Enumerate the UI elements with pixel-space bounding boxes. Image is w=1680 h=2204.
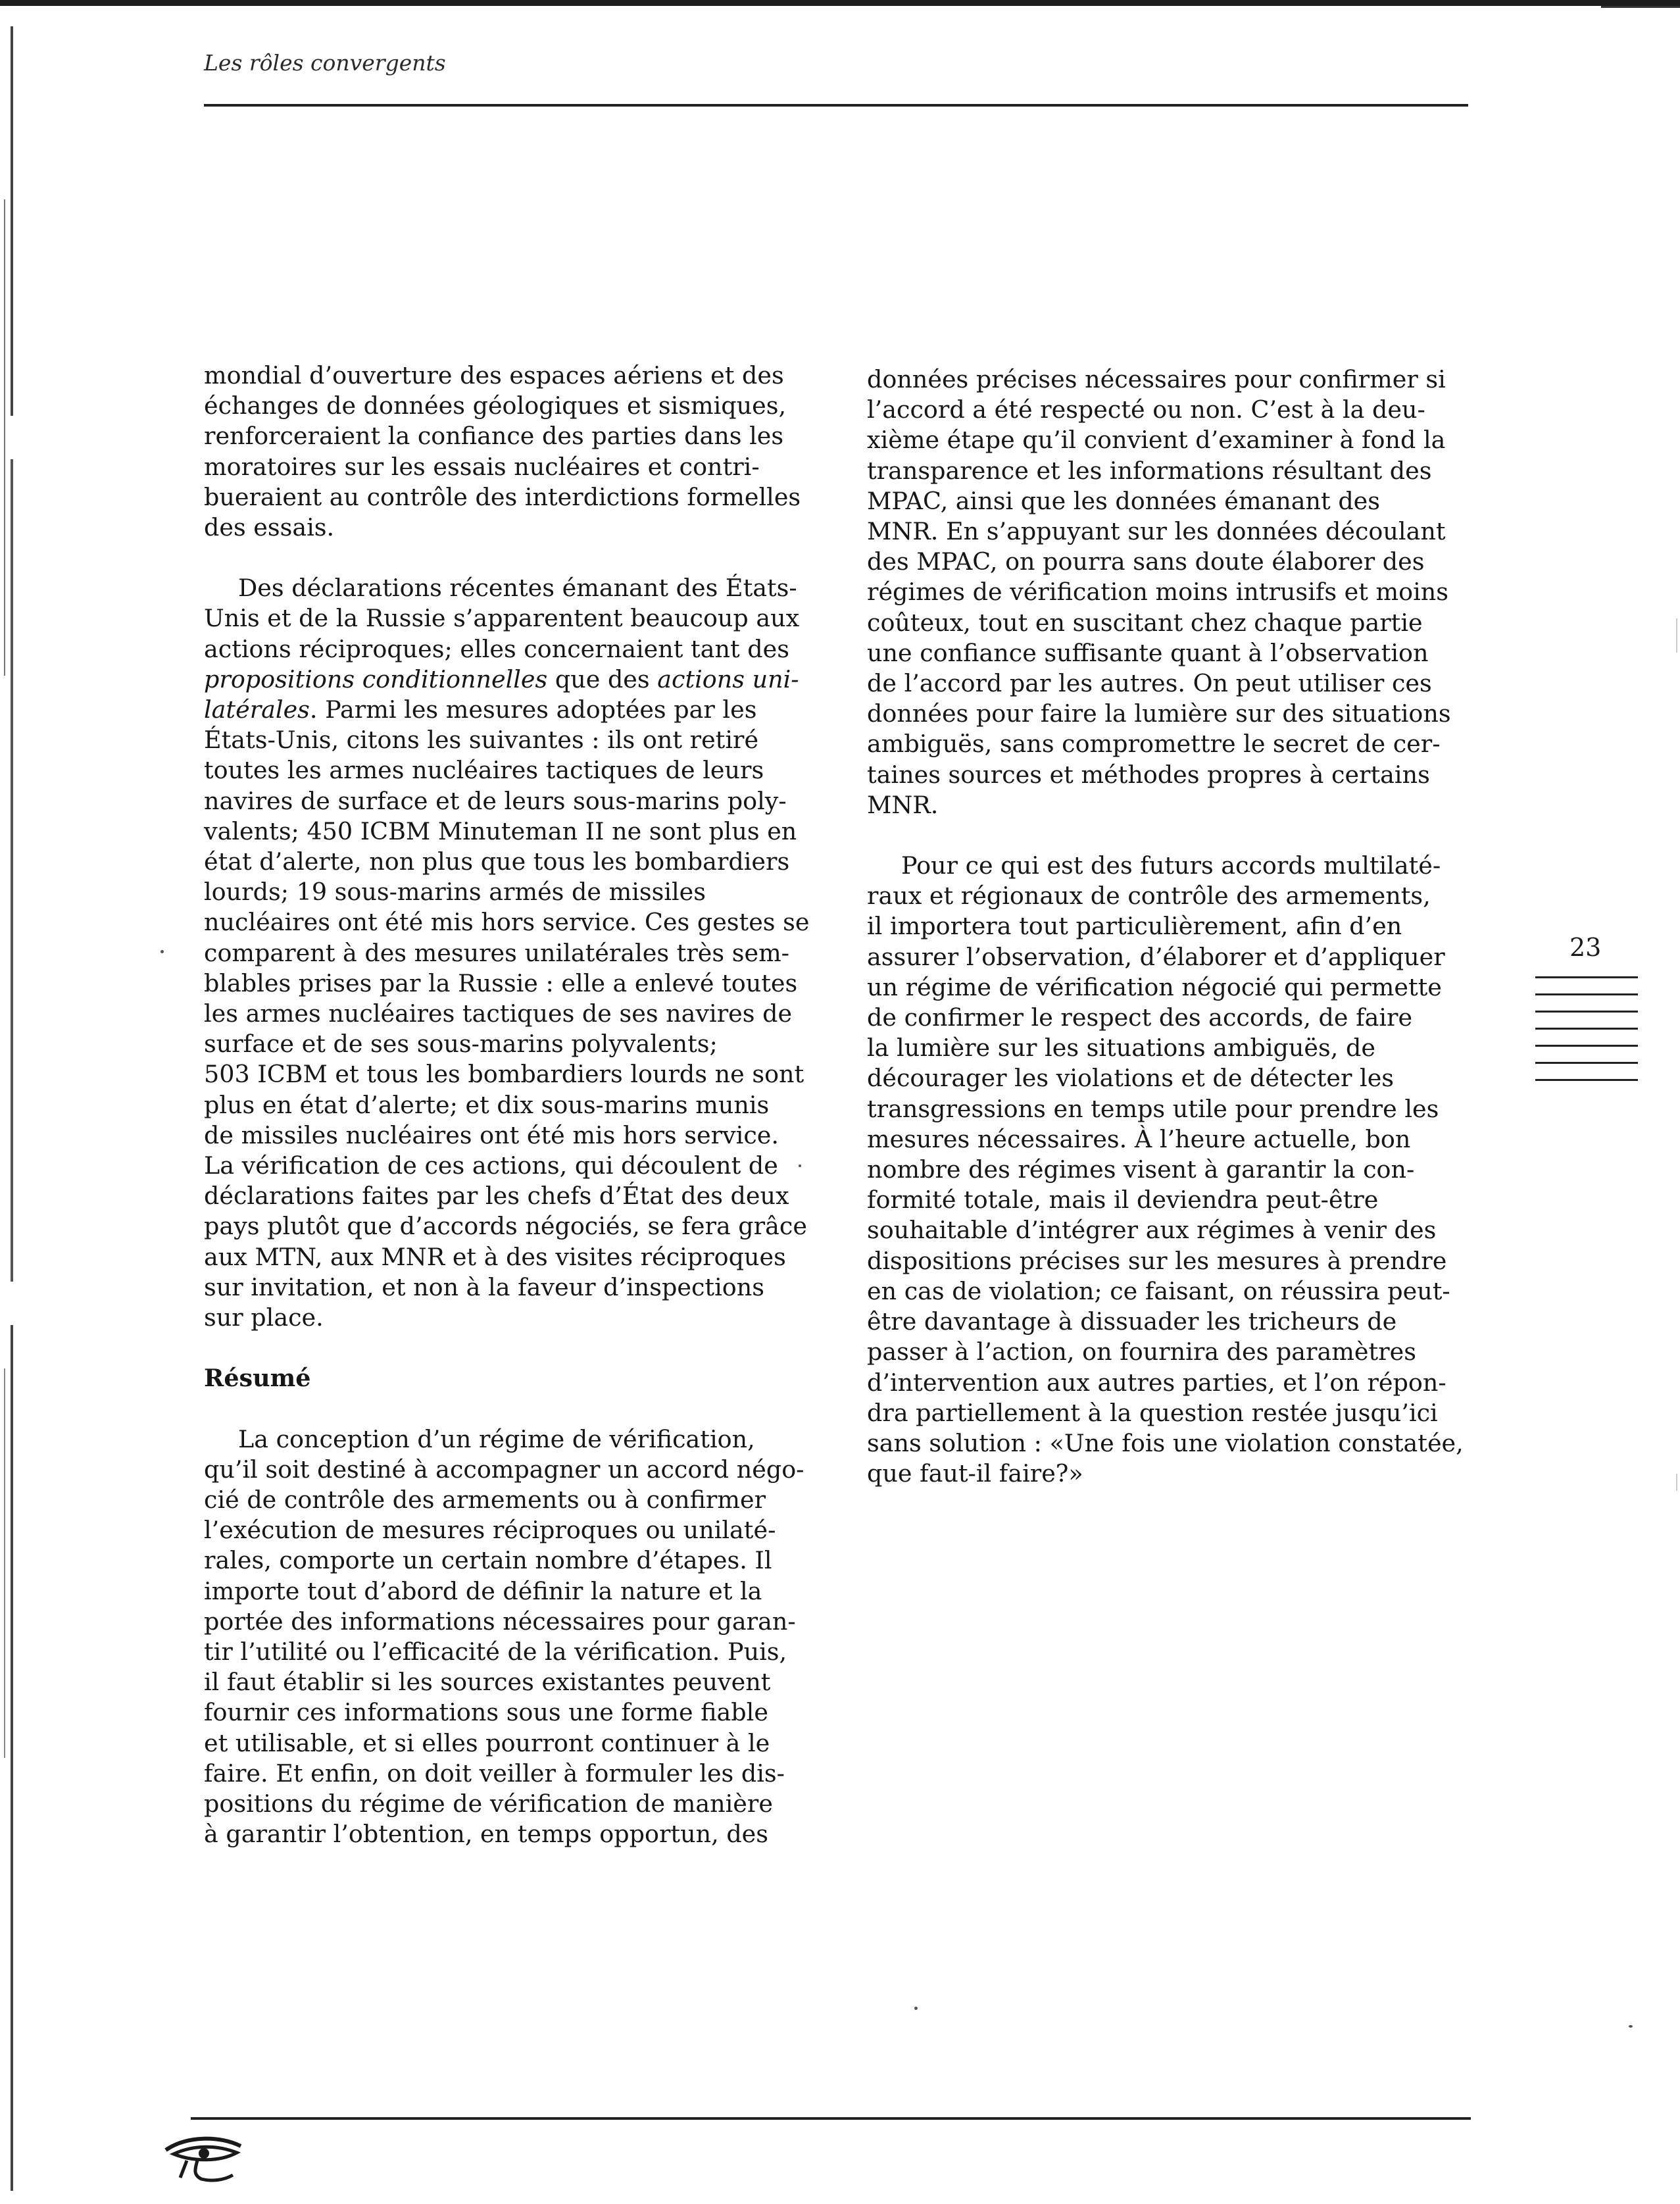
text-line: être davantage à dissuader les tricheurs de: [867, 1307, 1397, 1336]
text-line: sur place.: [204, 1303, 324, 1332]
text-line: coûteux, tout en suscitant chez chaque partie: [867, 608, 1423, 637]
text-line: moratoires sur les essais nucléaires et contri-: [204, 452, 760, 481]
text-line: 503 ICBM et tous les bombardiers lourds ne sont: [204, 1060, 804, 1089]
text-line: une confiance suffisante quant à l’observation: [867, 638, 1429, 667]
text-line: données pour faire la lumière sur des situations: [867, 699, 1451, 728]
left-paragraph-2: [204, 573, 816, 1333]
eye-of-horus-icon: [161, 2132, 246, 2184]
text-line: États-Unis, citons les suivantes : ils ont retiré: [204, 726, 759, 755]
text-line: de confirmer le respect des accords, de faire: [867, 1003, 1413, 1032]
text-line: un régime de vérification négocié qui permette: [867, 972, 1442, 1001]
text-line: [204, 695, 816, 725]
section-heading-resume: Résumé: [204, 1364, 311, 1393]
text-line: taines sources et méthodes propres à certains: [867, 760, 1430, 789]
text-line: qu’il soit destiné à accompagner un accord négo-: [204, 1455, 804, 1484]
text-line: MNR.: [867, 790, 939, 819]
text-line: Unis et de la Russie s’apparentent beaucoup aux: [204, 604, 800, 633]
left-column: [204, 361, 816, 1849]
text-line: bueraient au contrôle des interdictions formelles: [204, 482, 801, 511]
text-line: comparent à des mesures unilatérales très sem-: [204, 938, 790, 967]
text-line: régimes de vérification moins intrusifs et moins: [867, 578, 1449, 607]
text-line: à garantir l’obtention, en temps opportun, des: [204, 1820, 769, 1849]
text-line: mondial d’ouverture des espaces aériens et des: [204, 361, 784, 389]
text-line: transparence et les informations résultant des: [867, 456, 1432, 485]
text-line: état d’alerte, non plus que tous les bombardiers: [204, 847, 790, 876]
text-fragment: que des: [547, 664, 658, 693]
text-line: et utilisable, et si elles pourront continuer à le: [204, 1728, 770, 1757]
text-line: nombre des régimes visent à garantir la con-: [867, 1155, 1415, 1184]
text-line: rales, comporte un certain nombre d’étapes. Il: [204, 1546, 772, 1575]
text-line: tir l’utilité ou l’efficacité de la vérification. Puis,: [204, 1637, 787, 1666]
text-line: renforceraient la confiance des parties dans les: [204, 422, 784, 451]
footer-rule: [191, 2117, 1471, 2120]
text-line: des essais.: [204, 513, 335, 542]
margin-rule: [1535, 1028, 1638, 1030]
text-line: plus en état d’alerte; et dix sous-marins munis: [204, 1090, 770, 1119]
text-line: ambiguës, sans compromettre le secret de cer-: [867, 730, 1441, 759]
text-line: pays plutôt que d’accords négociés, se fera grâce: [204, 1212, 807, 1241]
margin-rule: [1535, 1011, 1638, 1013]
text-line: formité totale, mais il deviendra peut-être: [867, 1186, 1379, 1215]
text-line: fournir ces informations sous une forme fiable: [204, 1698, 768, 1727]
text-line: portée des informations nécessaires pour garan-: [204, 1607, 796, 1636]
italic-phrase: actions uni-: [657, 664, 799, 693]
margin-rule: [1535, 976, 1638, 978]
left-paragraph-1: [204, 361, 816, 543]
text-line: La vérification de ces actions, qui découlent de: [204, 1151, 778, 1180]
scan-right-edge: [1676, 276, 1677, 1987]
margin-rule: [1535, 1062, 1638, 1064]
italic-phrase: propositions conditionnelles: [204, 664, 548, 693]
text-line: de missiles nucléaires ont été mis hors service.: [204, 1120, 779, 1149]
running-header: Les rôles convergents: [204, 50, 446, 76]
text-line: assurer l’observation, d’élaborer et d’appliquer: [867, 942, 1445, 971]
text-line: de l’accord par les autres. On peut utiliser ces: [867, 669, 1432, 698]
text-line: l’exécution de mesures réciproques ou unilaté-: [204, 1516, 776, 1545]
margin-rule: [1535, 1079, 1638, 1081]
text-line: d’intervention aux autres parties, et l’on répon-: [867, 1368, 1446, 1397]
italic-phrase: latérales: [204, 695, 310, 724]
text-line: en cas de violation; ce faisant, on réussira peut-: [867, 1276, 1450, 1305]
text-line: souhaitable d’intégrer aux régimes à venir des: [867, 1216, 1437, 1245]
scan-top-edge: [0, 0, 1680, 6]
text-line: MPAC, ainsi que les données émanant des: [867, 486, 1381, 515]
text-line: sans solution : «Une fois une violation constatée,: [867, 1428, 1464, 1457]
text-line: les armes nucléaires tactiques de ses navires de: [204, 999, 793, 1028]
left-paragraph-3: [204, 1424, 816, 1850]
text-line: déclarations faites par les chefs d’État des deux: [204, 1182, 789, 1211]
margin-rule: [1535, 993, 1638, 995]
text-line: transgressions en temps utile pour prendre les: [867, 1094, 1439, 1123]
text-line: décourager les violations et de détecter les: [867, 1064, 1395, 1093]
text-line: des MPAC, on pourra sans doute élaborer des: [867, 547, 1425, 576]
text-line: [204, 664, 816, 695]
text-line: La conception d’un régime de vérification,: [238, 1424, 755, 1453]
text-line: dra partiellement à la question restée jusqu’ici: [867, 1398, 1438, 1427]
right-paragraph-1: [867, 364, 1479, 820]
text-fragment: . Parmi les mesures adoptées par les: [309, 695, 757, 724]
text-line: mesures nécessaires. À l’heure actuelle, bon: [867, 1124, 1411, 1153]
text-line: lourds; 19 sous-marins armés de missiles: [204, 878, 706, 907]
right-paragraph-2: [867, 851, 1479, 1489]
scan-speck: [1629, 2025, 1633, 2028]
text-line: blables prises par la Russie : elle a enlevé toutes: [204, 968, 798, 997]
scan-speck: [914, 2007, 918, 2010]
text-line: navires de surface et de leurs sous-marins poly-: [204, 786, 787, 815]
margin-thumb-rules: [1535, 976, 1638, 1096]
text-line: l’accord a été respecté ou non. C’est à la deu-: [867, 395, 1425, 424]
text-line: actions réciproques; elles concernaient tant des: [204, 634, 789, 663]
text-line: données précises nécessaires pour confirmer si: [867, 365, 1446, 393]
text-line: toutes les armes nucléaires tactiques de leurs: [204, 756, 764, 785]
scan-left-edge: [11, 26, 13, 2191]
text-line: xième étape qu’il convient d’examiner à fond la: [867, 426, 1446, 455]
text-line: cié de contrôle des armements ou à confirmer: [204, 1485, 766, 1514]
text-line: faire. Et enfin, on doit veiller à formuler les dis-: [204, 1759, 785, 1788]
text-line: échanges de données géologiques et sismiques,: [204, 391, 787, 420]
page-number: 23: [1569, 933, 1602, 962]
text-line: il faut établir si les sources existantes peuvent: [204, 1668, 771, 1697]
scan-top-edge-mark: [1601, 6, 1680, 17]
text-line: aux MTN, aux MNR et à des visites réciproques: [204, 1242, 786, 1271]
text-line: importe tout d’abord de définir la nature et la: [204, 1576, 762, 1605]
text-line: surface et de ses sous-marins polyvalents;: [204, 1030, 718, 1059]
text-line: MNR. En s’appuyant sur les données découlant: [867, 517, 1446, 546]
header-rule: [204, 104, 1468, 107]
text-line: la lumière sur les situations ambiguës, de: [867, 1034, 1375, 1063]
text-line: passer à l’action, on fournira des paramètres: [867, 1338, 1416, 1366]
text-line: raux et régionaux de contrôle des armements,: [867, 882, 1431, 911]
scan-speck: [799, 1165, 801, 1167]
text-line: positions du régime de vérification de manière: [204, 1789, 773, 1818]
scan-left-edge-faint: [4, 26, 5, 2191]
margin-rule: [1535, 1045, 1638, 1047]
text-line: sur invitation, et non à la faveur d’inspections: [204, 1272, 764, 1301]
scan-speck: [161, 950, 164, 953]
text-line: il importera tout particulièrement, afin d’en: [867, 912, 1402, 941]
text-line: Pour ce qui est des futurs accords multilaté-: [901, 851, 1441, 880]
text-line: nucléaires ont été mis hors service. Ces gestes se: [204, 908, 810, 937]
text-line: que faut-il faire?»: [867, 1459, 1083, 1488]
text-line: Des déclarations récentes émanant des États-: [238, 574, 797, 603]
right-column: [867, 364, 1479, 1489]
text-line: dispositions précises sur les mesures à prendre: [867, 1246, 1447, 1275]
text-line: valents; 450 ICBM Minuteman II ne sont plus en: [204, 816, 797, 845]
